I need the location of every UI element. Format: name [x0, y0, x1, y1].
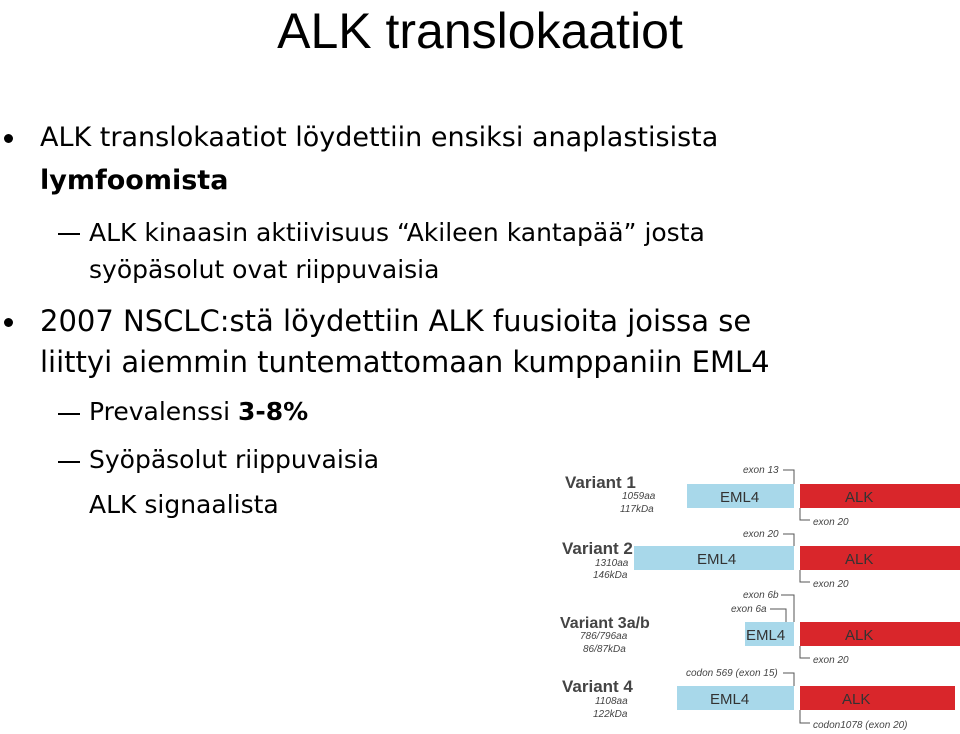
bullet-dot: [4, 318, 13, 327]
sub-bullet-3-line-2: ALK signaalista: [89, 490, 279, 519]
variant-2-eml4-label: EML4: [697, 551, 737, 568]
prevalence-label: Prevalenssi: [89, 397, 238, 426]
variant-2-bottom-exon: exon 20: [813, 579, 849, 590]
sub-bullet-dash: [58, 461, 80, 463]
variant-1-alk-label: ALK: [845, 489, 874, 506]
variants-diagram: [550, 462, 960, 734]
variant-2-alk-label: ALK: [845, 551, 874, 568]
variant-3-aa: 786/796aa: [580, 631, 628, 642]
bullet-dot: [4, 134, 13, 143]
variant-3-top-exon-b: exon 6b: [743, 590, 779, 601]
variant-4-top-exon: codon 569 (exon 15): [686, 668, 778, 679]
variant-2-top-connector: [783, 534, 794, 546]
bullet-2-line-2: liittyi aiemmin tuntemattomaan kumppaniin EML4: [40, 345, 770, 379]
variant-1-alk-bar: [800, 484, 960, 508]
variant-4-bottom-exon: codon1078 (exon 20): [813, 720, 908, 731]
slide-title: ALK translokaatiot: [277, 3, 683, 59]
variant-3-alk-label: ALK: [845, 627, 874, 644]
eml4-alk-variants-figure: [550, 462, 960, 734]
variant-4-name: Variant 4: [562, 677, 633, 696]
variant-3-name: Variant 3a/b: [560, 615, 650, 632]
variant-3-bottom-connector: [800, 646, 810, 658]
variant-3-top-exon-a: exon 6a: [731, 604, 767, 615]
variant-2-bottom-connector: [800, 570, 810, 582]
variant-3-alk-bar: [800, 622, 960, 646]
variant-1-kda: 117kDa: [620, 504, 654, 515]
variant-3-eml4-label: EML4: [746, 627, 786, 644]
variant-4-alk-bar: [800, 686, 955, 710]
variant-2-alk-bar: [800, 546, 960, 570]
sub-bullet-dash: [58, 413, 80, 415]
sub-bullet-dash: [58, 233, 80, 235]
variant-4-bottom-connector: [800, 710, 810, 723]
variant-4-eml4-label: EML4: [710, 691, 750, 708]
variant-1-name: Variant 1: [565, 473, 636, 492]
variant-3: [560, 590, 960, 666]
variant-4-top-connector: [783, 673, 794, 686]
variant-3-kda: 86/87kDa: [583, 644, 626, 655]
bullet-2-line-1: 2007 NSCLC:stä löydettiin ALK fuusioita joissa se: [40, 304, 752, 338]
variant-1-top-exon: exon 13: [743, 465, 779, 476]
variant-3-bottom-exon: exon 20: [813, 655, 849, 666]
variant-4-alk-label: ALK: [842, 691, 871, 708]
variant-2-top-exon: exon 20: [743, 529, 779, 540]
variant-4: [562, 668, 955, 731]
sub-bullet-1-line-2: syöpäsolut ovat riippuvaisia: [89, 255, 440, 284]
sub-bullet-3-line-1: Syöpäsolut riippuvaisia: [89, 445, 380, 474]
variant-4-aa: 1108aa: [595, 696, 628, 707]
variant-3-top-connector-a: [770, 609, 786, 622]
sub-bullet-1-line-1: ALK kinaasin aktiivisuus “Akileen kantapää” josta: [89, 218, 705, 247]
variant-2: [562, 529, 960, 590]
variant-1: [565, 465, 960, 528]
variant-2-kda: 146kDa: [593, 570, 628, 581]
variant-1-aa: 1059aa: [622, 491, 656, 502]
variant-1-top-connector: [783, 470, 794, 484]
variant-2-name: Variant 2: [562, 539, 633, 558]
bullet-1-line-1: ALK translokaatiot löydettiin ensiksi anaplastisista: [40, 122, 719, 153]
variant-1-eml4-label: EML4: [720, 489, 760, 506]
variant-2-aa: 1310aa: [595, 558, 629, 569]
bullet-1-line-2: lymfoomista: [40, 165, 229, 196]
sub-bullet-2: [89, 396, 308, 428]
prevalence-value: 3-8%: [237, 397, 309, 426]
variant-1-bottom-connector: [800, 508, 810, 520]
variant-4-kda: 122kDa: [593, 709, 628, 720]
variant-1-bottom-exon: exon 20: [813, 517, 849, 528]
